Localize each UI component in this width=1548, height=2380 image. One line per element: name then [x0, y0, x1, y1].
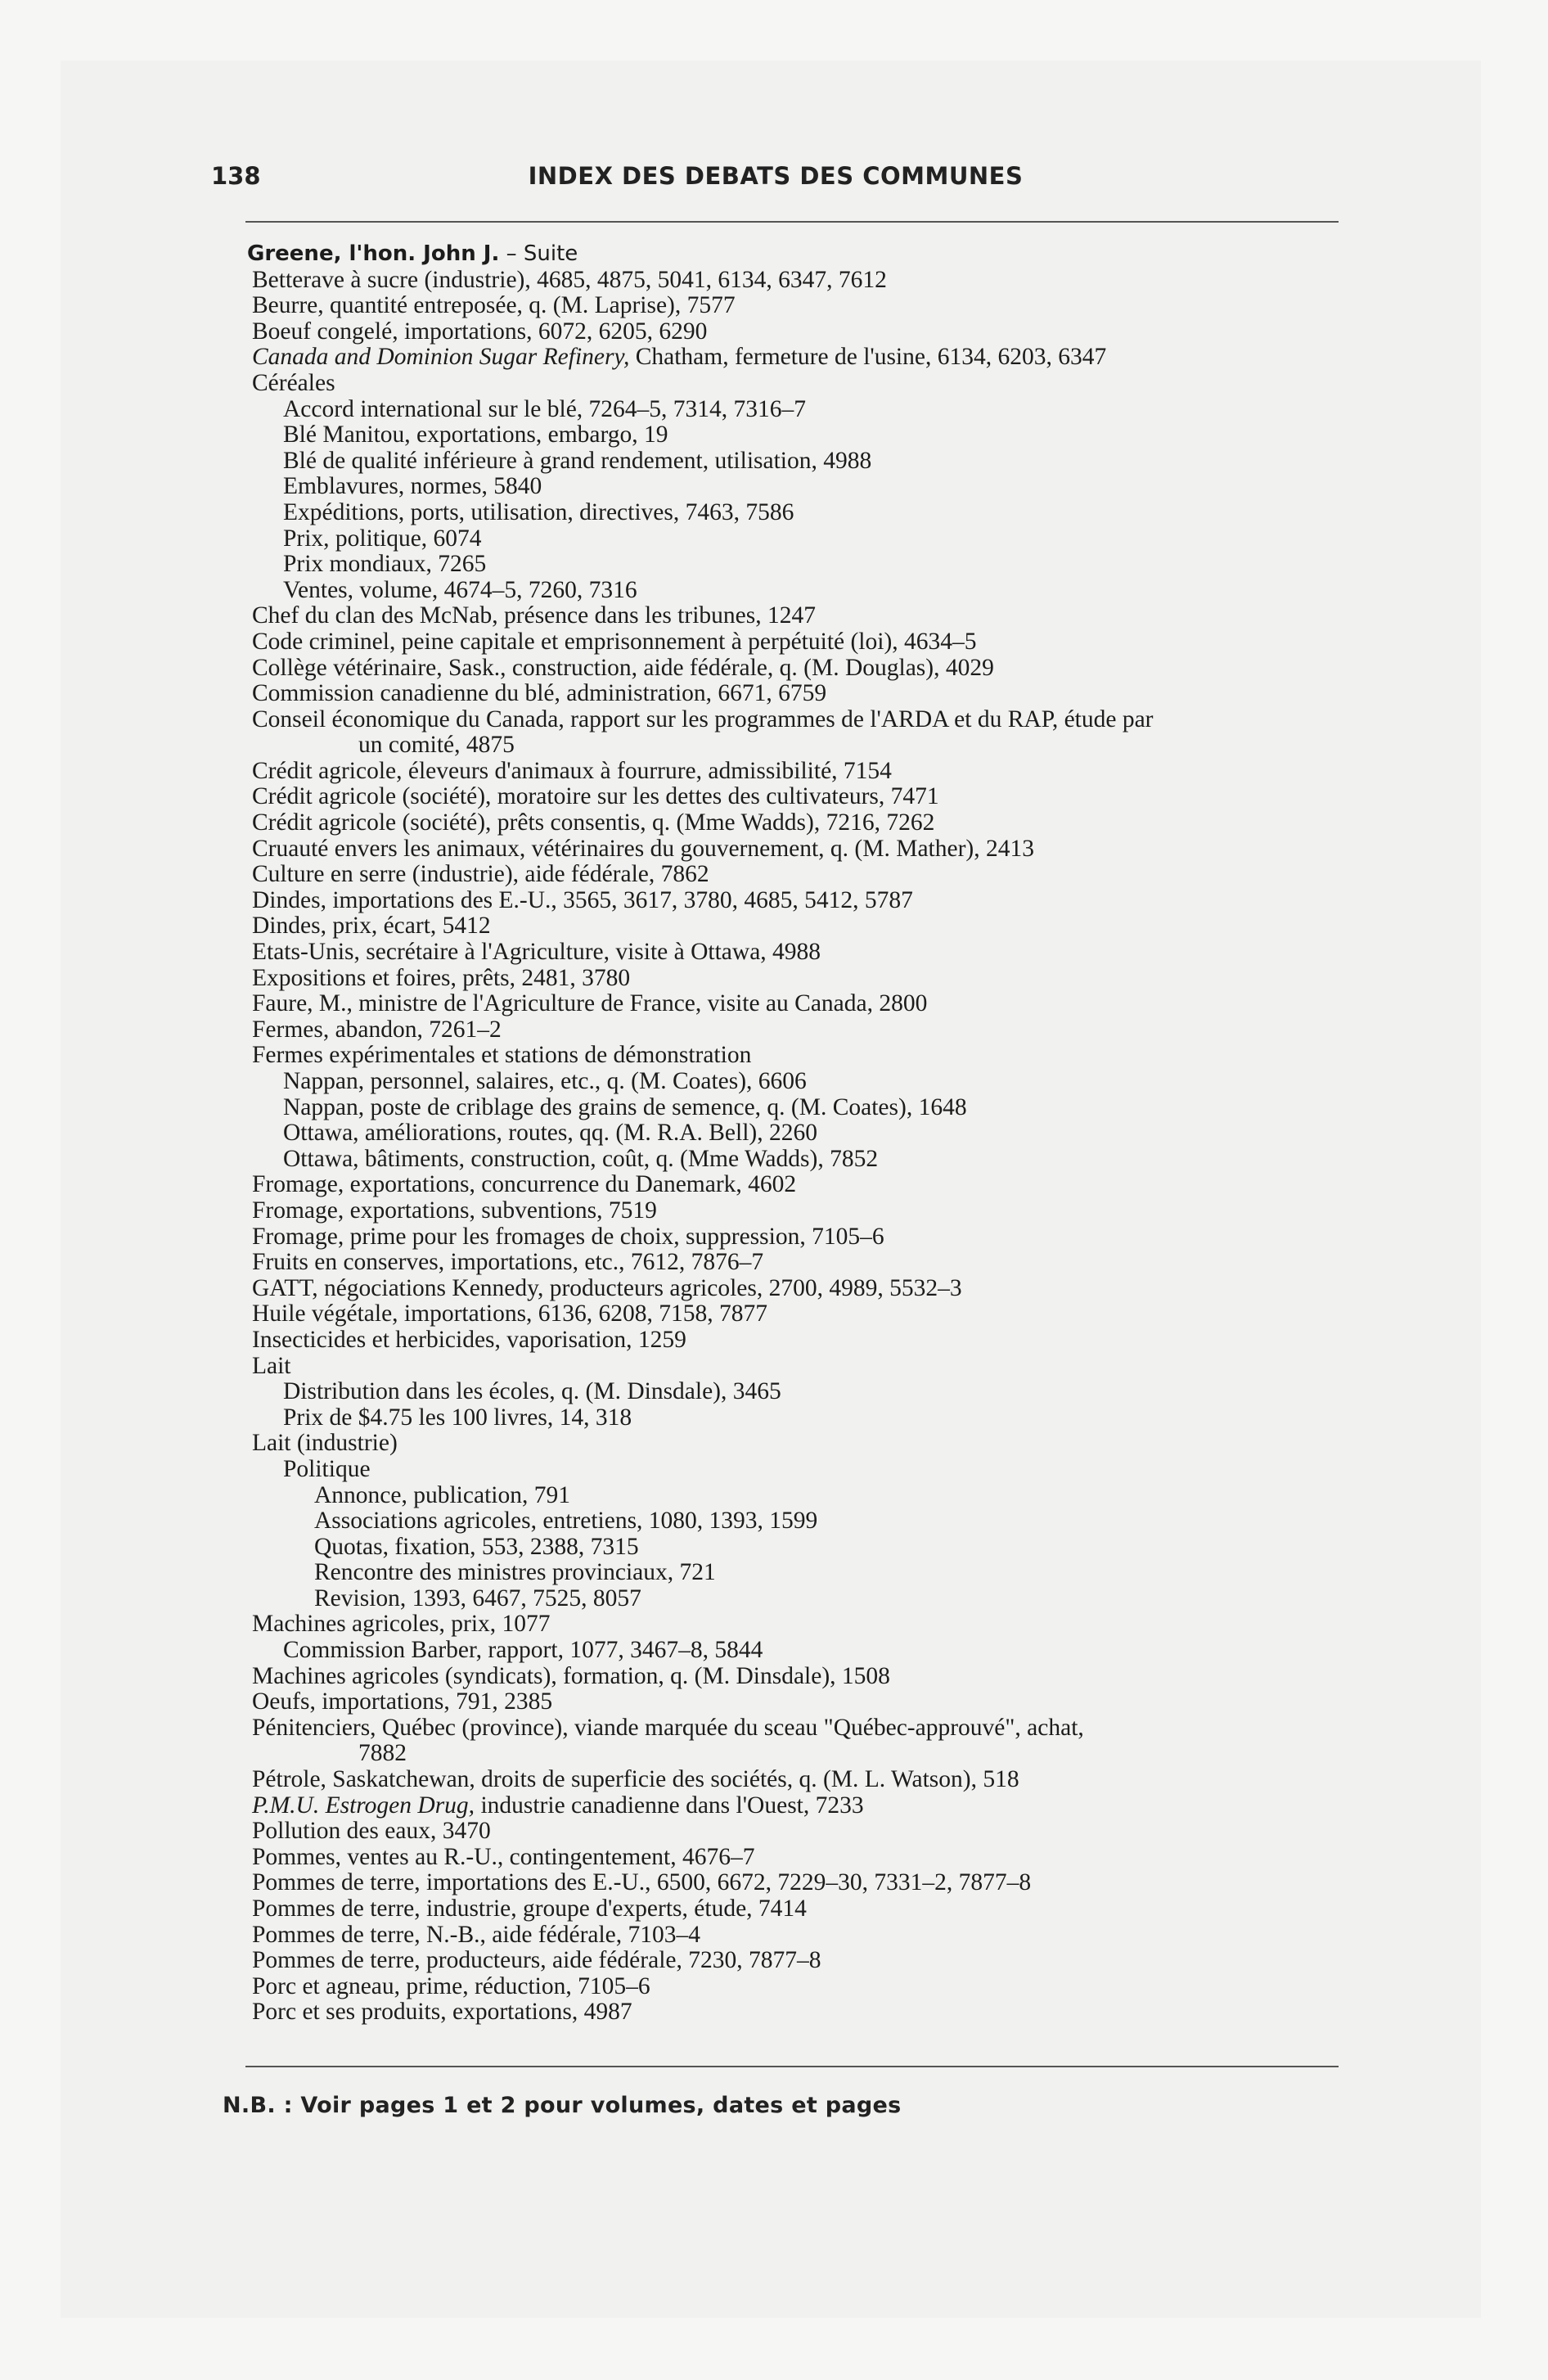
index-entry: Huile végétale, importations, 6136, 6208, 7158, 7877 — [252, 1300, 768, 1327]
running-title: INDEX DES DEBATS DES COMMUNES — [528, 162, 1024, 190]
index-entry — [247, 1793, 1417, 1819]
index-entry: Pommes de terre, importations des E.-U., 6500, 6672, 7229–30, 7331–2, 7877–8 — [252, 1869, 1032, 1896]
page-number: 138 — [211, 162, 261, 190]
index-entry: Expéditions, ports, utilisation, directives, 7463, 7586 — [283, 498, 794, 525]
index-entry — [247, 345, 1417, 371]
index-entry: Pétrole, Saskatchewan, droits de superficie des sociétés, q. (M. L. Watson), 518 — [252, 1766, 1019, 1793]
index-entry: Cruauté envers les animaux, vétérinaires du gouvernement, q. (M. Mather), 2413 — [252, 835, 1034, 862]
header-rule — [245, 221, 1339, 223]
entry-italic-title: P.M.U. Estrogen Drug, — [252, 1792, 475, 1819]
entry-italic-title: Canada and Dominion Sugar Refinery, — [252, 344, 630, 371]
index-entry: Collège vétérinaire, Sask., construction, aide fédérale, q. (M. Douglas), 4029 — [252, 654, 994, 681]
index-entry: Insecticides et herbicides, vaporisation, 1259 — [252, 1326, 686, 1353]
index-entry: Nappan, personnel, salaires, etc., q. (M. Coates), 6606 — [283, 1068, 807, 1094]
index-entry: Pommes, ventes au R.-U., contingentement, 4676–7 — [252, 1843, 755, 1870]
index-entry: Culture en serre (industrie), aide fédérale, 7862 — [252, 861, 709, 888]
index-entry: Fruits en conserves, importations, etc., 7612, 7876–7 — [252, 1249, 764, 1276]
index-entry: Lait — [252, 1352, 291, 1379]
index-entry: Dindes, prix, écart, 5412 — [252, 913, 491, 940]
index-entry: Machines agricoles (syndicats), formation, q. (M. Dinsdale), 1508 — [252, 1662, 890, 1689]
index-entry: Commission Barber, rapport, 1077, 3467–8, 5844 — [283, 1637, 763, 1664]
index-entry: Faure, M., ministre de l'Agriculture de France, visite au Canada, 2800 — [252, 990, 928, 1017]
index-entry — [247, 241, 1417, 268]
entry-heading: Greene, l'hon. John J. — [247, 241, 500, 266]
index-entry: Accord international sur le blé, 7264–5, 7314, 7316–7 — [283, 395, 807, 422]
index-entry: Oeufs, importations, 791, 2385 — [252, 1688, 553, 1715]
index-entry: Pommes de terre, N.-B., aide fédérale, 7103–4 — [252, 1921, 701, 1948]
index-entry: Expositions et foires, prêts, 2481, 3780 — [252, 964, 631, 991]
index-entry: Pénitenciers, Québec (province), viande marquée du sceau "Québec-approuvé", achat, — [252, 1714, 1084, 1741]
index-entry: Revision, 1393, 6467, 7525, 8057 — [314, 1584, 641, 1611]
index-entry: Conseil économique du Canada, rapport sur les programmes de l'ARDA et du RAP, étude par — [252, 705, 1154, 732]
index-entry: Blé Manitou, exportations, embargo, 19 — [283, 421, 668, 449]
index-entry: Crédit agricole (société), moratoire sur les dettes des cultivateurs, 7471 — [252, 783, 939, 810]
index-entry: Annonce, publication, 791 — [314, 1481, 570, 1508]
footer-note: N.B. : Voir pages 1 et 2 pour volumes, dates et pages — [223, 2093, 902, 2118]
index-entry: Chef du clan des McNab, présence dans les tribunes, 1247 — [252, 602, 816, 629]
index-entry: Beurre, quantité entreposée, q. (M. Laprise), 7577 — [252, 292, 736, 319]
index-entry: Prix mondiaux, 7265 — [283, 551, 487, 578]
index-entry: Dindes, importations des E.-U., 3565, 3617, 3780, 4685, 5412, 5787 — [252, 886, 913, 913]
index-entry: Porc et ses produits, exportations, 4987 — [252, 1999, 632, 2026]
index-entry: Betterave à sucre (industrie), 4685, 4875, 5041, 6134, 6347, 7612 — [252, 266, 887, 293]
page-header — [211, 162, 1340, 203]
index-entry: Fermes expérimentales et stations de démonstration — [252, 1042, 752, 1069]
index-entry: Distribution dans les écoles, q. (M. Dinsdale), 3465 — [283, 1378, 781, 1405]
index-entry: Code criminel, peine capitale et emprisonnement à perpétuité (loi), 4634–5 — [252, 628, 977, 655]
index-entry: Politique — [283, 1455, 371, 1482]
index-entry: Prix de $4.75 les 100 livres, 14, 318 — [283, 1404, 632, 1431]
entry-text: Chatham, fermeture de l'usine, 6134, 6203, 6347 — [629, 344, 1107, 371]
index-entry: Céréales — [252, 369, 335, 396]
index-entry: Porc et agneau, prime, réduction, 7105–6 — [252, 1972, 650, 1999]
index-entry: Crédit agricole (société), prêts consentis, q. (Mme Wadds), 7216, 7262 — [252, 809, 935, 836]
index-entry: Quotas, fixation, 553, 2388, 7315 — [314, 1533, 639, 1560]
index-entry: Emblavures, normes, 5840 — [283, 473, 542, 500]
entry-heading-suffix: – Suite — [499, 241, 578, 266]
index-entries — [247, 241, 1417, 2026]
index-entry: Commission canadienne du blé, administration, 6671, 6759 — [252, 680, 827, 707]
index-entry: Fromage, exportations, concurrence du Danemark, 4602 — [252, 1171, 797, 1198]
index-entry: Ventes, volume, 4674–5, 7260, 7316 — [283, 576, 637, 603]
index-entry: Ottawa, bâtiments, construction, coût, q. (Mme Wadds), 7852 — [283, 1145, 879, 1172]
index-entry: Rencontre des ministres provinciaux, 721 — [314, 1559, 716, 1586]
index-entry: Machines agricoles, prix, 1077 — [252, 1611, 551, 1638]
index-entry: Prix, politique, 6074 — [283, 525, 482, 552]
index-entry: Pommes de terre, producteurs, aide fédérale, 7230, 7877–8 — [252, 1947, 821, 1974]
index-entry: Nappan, poste de criblage des grains de semence, q. (M. Coates), 1648 — [283, 1093, 967, 1120]
index-entry: GATT, négociations Kennedy, producteurs agricoles, 2700, 4989, 5532–3 — [252, 1274, 962, 1301]
entry-text: industrie canadienne dans l'Ouest, 7233 — [475, 1792, 864, 1819]
index-entry: 7882 — [358, 1740, 407, 1767]
index-entry: Pommes de terre, industrie, groupe d'experts, étude, 7414 — [252, 1895, 807, 1922]
index-entry: Associations agricoles, entretiens, 1080, 1393, 1599 — [314, 1508, 818, 1535]
index-entry: Pollution des eaux, 3470 — [252, 1818, 491, 1845]
index-entry: Fromage, prime pour les fromages de choix, suppression, 7105–6 — [252, 1223, 884, 1250]
index-entry: Fermes, abandon, 7261–2 — [252, 1016, 502, 1043]
index-entry: Ottawa, améliorations, routes, qq. (M. R.A. Bell), 2260 — [283, 1120, 817, 1147]
index-entry: Blé de qualité inférieure à grand rendement, utilisation, 4988 — [283, 447, 872, 474]
index-entry: un comité, 4875 — [358, 732, 515, 759]
index-entry: Etats-Unis, secrétaire à l'Agriculture, visite à Ottawa, 4988 — [252, 939, 821, 966]
footer-rule — [245, 2066, 1339, 2067]
index-entry: Lait (industrie) — [252, 1430, 398, 1457]
index-entry: Boeuf congelé, importations, 6072, 6205, 6290 — [252, 318, 708, 345]
index-entry: Fromage, exportations, subventions, 7519 — [252, 1197, 657, 1224]
index-entry: Crédit agricole, éleveurs d'animaux à fourrure, admissibilité, 7154 — [252, 757, 892, 784]
